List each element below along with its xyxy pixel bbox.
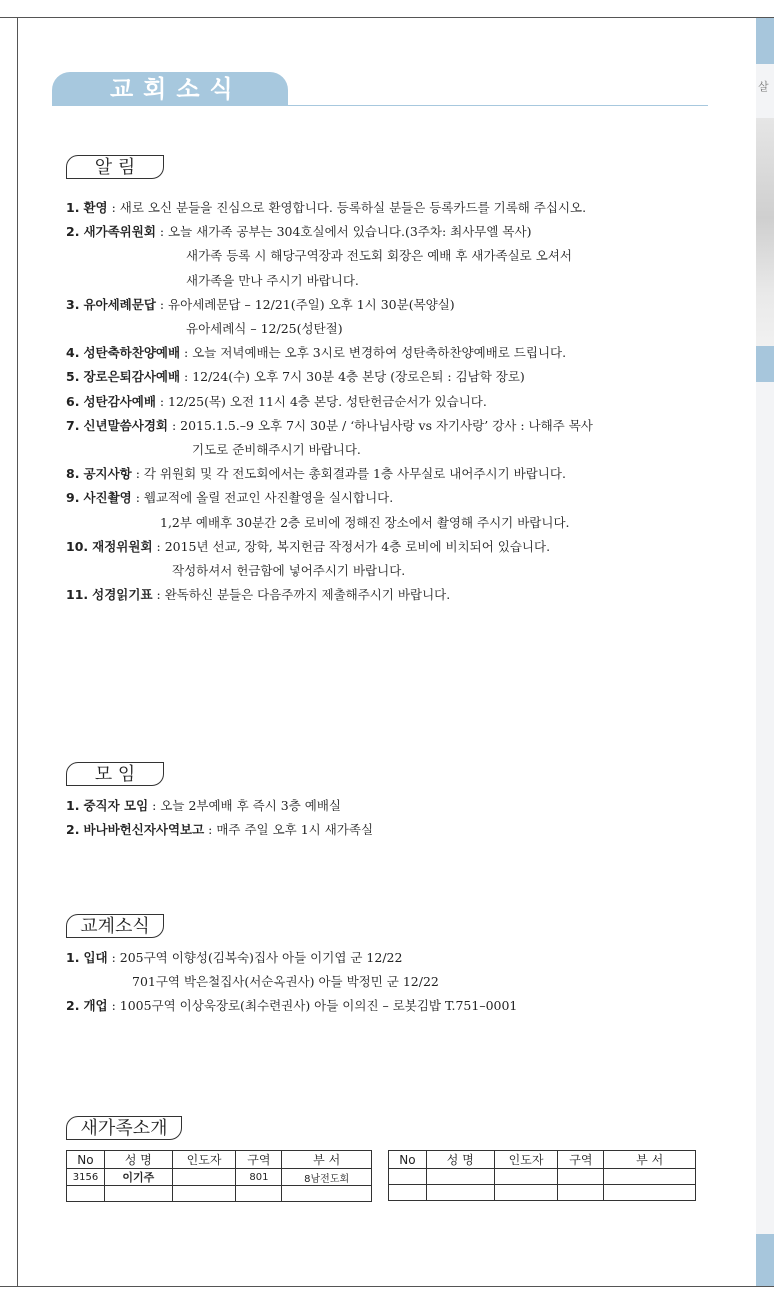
new-family-table-right [388,1150,696,1201]
list-item [66,341,566,365]
table-cell [282,1186,372,1202]
list-item [160,511,570,535]
table-cell: 8남전도회 [282,1169,372,1186]
list-item [66,414,593,438]
meetings-label: 모 임 [66,762,164,786]
item-heading: 입대 [83,950,108,965]
list-item [66,390,487,414]
list-item [186,269,359,293]
table-cell [389,1185,427,1201]
table-cell [389,1169,427,1185]
item-number: 2. [66,998,80,1014]
list-item [66,462,566,486]
item-number: 3. [66,296,80,312]
column-header: 인도자 [172,1151,236,1169]
item-text: : 각 위원회 및 각 전도회에서는 총회결과를 1층 사무실로 내어주시기 바랍니다. [131,466,566,482]
list-item [66,365,525,389]
item-heading: 개업 [83,998,108,1014]
list-item [66,535,550,559]
list-item [66,794,341,818]
item-text: : 유아세례문답 – 12/21(주일) 오후 1시 30분(목양실) [155,296,455,312]
list-item [192,438,361,462]
column-header: 구역 [236,1151,282,1169]
item-heading: 바나바헌신자사역보고 [83,822,205,838]
item-heading: 성탄축하찬양예배 [83,345,181,361]
list-item [66,946,402,970]
item-heading: 성경읽기표 [92,587,153,603]
item-heading: 새가족위원회 [83,224,156,240]
list-item [66,220,531,244]
item-text: : 오늘 새가족 공부는 304호실에서 있습니다.(3주차: 최사무엘 목사) [155,224,532,240]
column-header: 인도자 [494,1151,558,1169]
list-item [186,317,343,341]
table-cell [494,1169,558,1185]
table-cell [104,1186,172,1202]
column-header: 구역 [558,1151,604,1169]
table-cell [604,1169,696,1185]
item-text: : 12/24(수) 오후 7시 30분 4층 본당 (장로은퇴 : 김남학 장로) [180,369,525,385]
bottom-border [0,1286,774,1287]
item-text: : 1005구역 이상욱장로(최수련권사) 아들 이의진 – 로봇김밥 T.751–0001 [107,998,518,1014]
column-header: No [67,1151,105,1169]
table-cell [236,1186,282,1202]
table-cell [172,1169,236,1186]
column-header: No [389,1151,427,1169]
item-number: 9. [66,490,80,506]
item-heading: 환영 [83,200,108,215]
list-item [66,486,393,510]
column-header: 성 명 [426,1151,494,1169]
table-cell [172,1186,236,1202]
district-news-label: 교계소식 [66,914,164,938]
column-header: 부 서 [604,1151,696,1169]
item-text: : 오늘 저녁예배는 오후 3시로 변경하여 성탄축하찬양예배로 드립니다. [180,345,567,361]
item-number: 10. [66,538,89,554]
item-text: 새가족을 만나 주시기 바랍니다. [186,272,359,288]
item-heading: 유아세례문답 [83,296,156,312]
table-cell [426,1185,494,1201]
table-cell: 3156 [67,1169,105,1186]
table-row [389,1185,696,1201]
item-heading: 장로은퇴감사예배 [83,369,181,385]
item-number: 7. [66,417,80,433]
item-number: 11. [66,587,89,603]
item-text: : 205구역 이향성(김복숙)집사 아들 이기엽 군 12/22 [107,950,403,965]
strip-photo [756,118,774,368]
column-header: 성 명 [104,1151,172,1169]
item-text: 유아세례식 – 12/25(성탄절) [186,321,343,336]
item-heading: 사진촬영 [83,490,132,506]
list-item [132,970,439,994]
item-number: 6. [66,393,80,409]
list-item [186,244,572,268]
table-cell: 이기주 [104,1169,172,1186]
item-heading: 재정위원회 [92,538,153,554]
adjacent-page-strip [756,18,774,1286]
item-text: : 2015년 선교, 장학, 복지헌금 작정서가 4층 로비에 비치되어 있습니다. [152,538,551,554]
table-header-row [67,1151,372,1169]
item-text: : 12/25(목) 오전 11시 4층 본당. 성탄헌금순서가 있습니다. [155,393,487,409]
page-title: 교회소식 [110,75,243,103]
list-item [66,818,373,842]
item-text: 701구역 박은철집사(서순옥권사) 아들 박정민 군 12/22 [132,974,439,990]
strip-blue-block-mid [756,346,774,382]
left-border [17,17,18,1287]
strip-blue-block-top [756,18,774,64]
item-text: 새가족 등록 시 해당구역장과 전도회 회장은 예배 후 새가족실로 오셔서 [186,248,572,264]
item-number: 2. [66,224,80,240]
item-heading: 신년말씀사경회 [83,417,168,433]
notices-label: 알 림 [66,155,164,179]
new-family-table-left [66,1150,372,1202]
item-number: 2. [66,822,80,838]
table-header-row [389,1151,696,1169]
item-text: : 새로 오신 분들을 진심으로 환영합니다. 등록하실 분들은 등록카드를 기록해 주십시오. [107,200,587,215]
item-number: 4. [66,345,80,361]
item-text: : 웹교적에 올릴 전교인 사진촬영을 실시합니다. [131,490,394,506]
column-header: 부 서 [282,1151,372,1169]
table-cell [558,1185,604,1201]
list-item [66,293,455,317]
table-row [67,1186,372,1202]
item-text: 작성하셔서 헌금함에 넣어주시기 바랍니다. [172,563,406,578]
item-number: 1. [66,950,80,965]
item-heading: 성탄감사예배 [83,393,156,409]
title-underline [52,105,708,106]
item-text: : 완독하신 분들은 다음주까지 제출해주시기 바랍니다. [152,587,451,603]
item-heading: 공지사항 [83,466,132,482]
item-text: 기도로 준비해주시기 바랍니다. [192,442,361,457]
item-number: 1. [66,798,80,813]
item-number: 8. [66,466,80,482]
list-item [66,196,586,220]
table-cell [558,1169,604,1185]
table-cell [494,1185,558,1201]
item-heading: 중직자 모임 [83,798,149,813]
list-item [66,994,517,1018]
list-item [172,559,405,583]
top-border [0,17,774,18]
item-text: : 2015.1.5.–9 오후 7시 30분 / ‘하나님사랑 vs 자기사랑’ 강사 : 나해주 목사 [167,417,593,433]
table-cell [604,1185,696,1201]
list-item [66,583,450,607]
item-number: 1. [66,200,80,215]
table-cell [426,1169,494,1185]
side-tab-label: 살 [758,80,769,93]
table-row [389,1169,696,1185]
item-text: : 오늘 2부예배 후 즉시 3층 예배실 [148,798,342,813]
item-text: : 매주 주일 오후 1시 새가족실 [204,822,374,838]
table-cell [67,1186,105,1202]
table-row [67,1169,372,1186]
strip-blue-block-bottom [756,1234,774,1286]
item-number: 5. [66,369,80,385]
item-text: 1,2부 예배후 30분간 2층 로비에 정해진 장소에서 촬영해 주시기 바랍니다. [160,514,570,530]
new-family-label: 새가족소개 [66,1116,182,1140]
table-cell: 801 [236,1169,282,1186]
